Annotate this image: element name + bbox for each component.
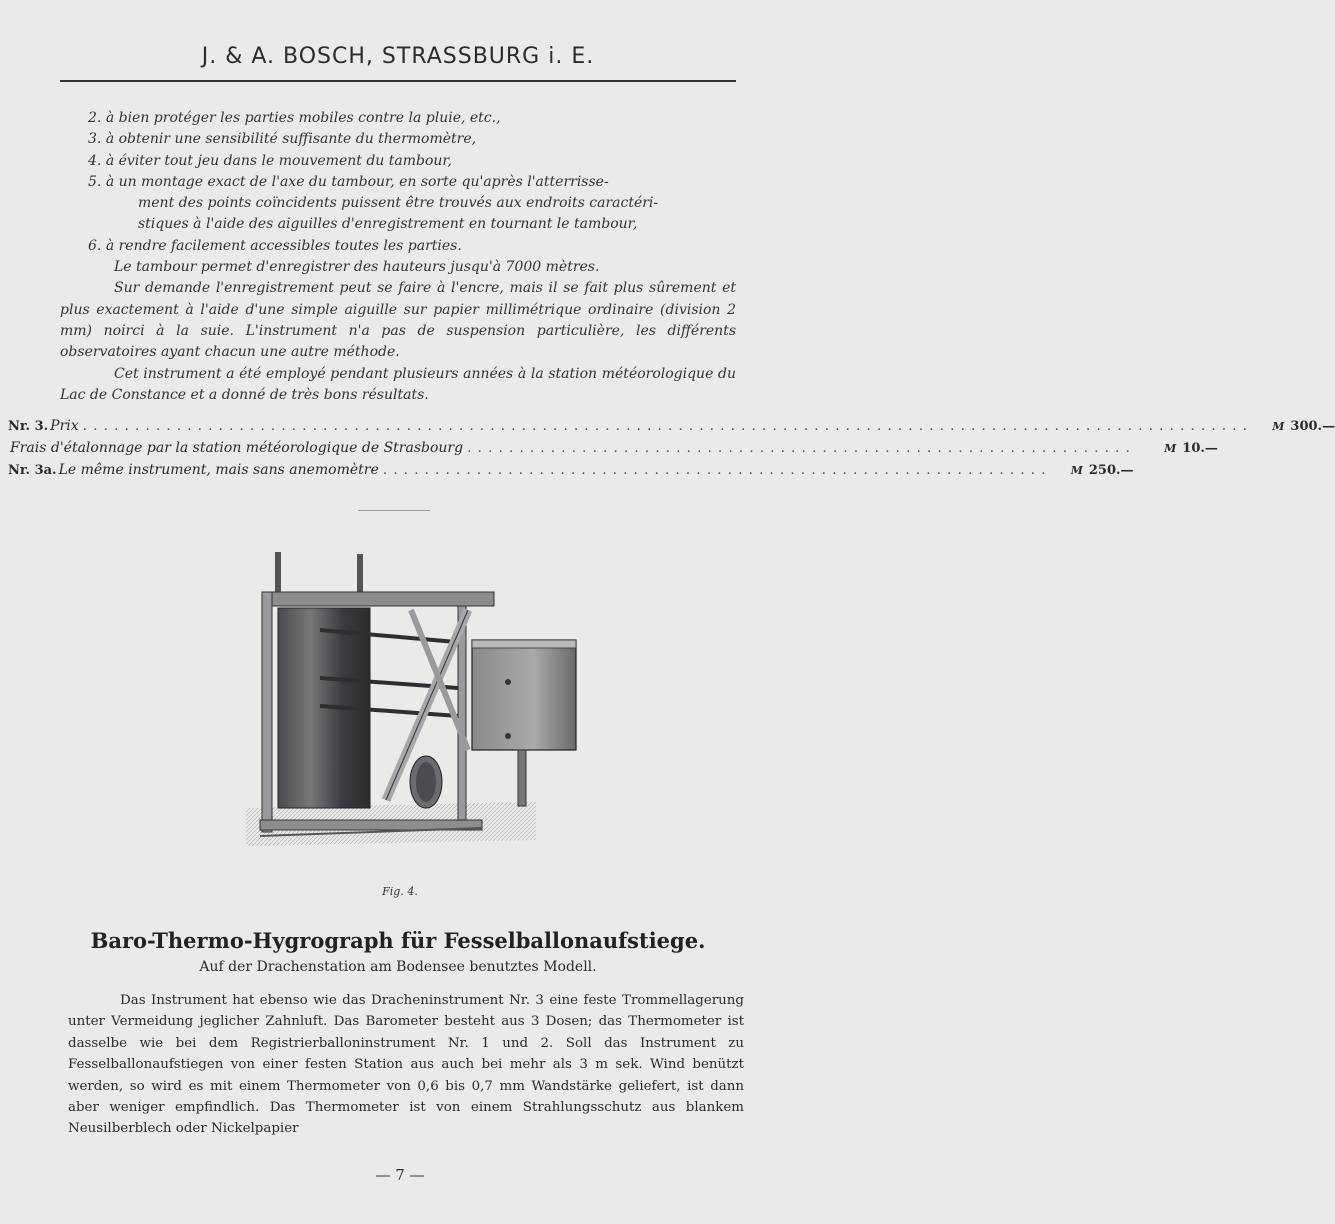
section-title: Baro-Thermo-Hygrograph für Fesselballonaufstiege. xyxy=(90,928,706,953)
price-amount: 10.— xyxy=(1182,441,1218,456)
paragraph: Sur demande l'enregistrement peut se faire à l'encre, mais il se fait plus sûrement et plus exactement à l'aide d'une simple aiguille sur papier millimétrique ordinaire (division 2 mm) noirci à la suie. L'instrument n'a pas de suspension particulière, les différents observatoires ayant chacun une autre méthode. xyxy=(60,280,736,361)
list-item: 5. à un montage exact de l'axe du tambour, en sorte qu'après l'atterrisse- xyxy=(88,173,609,190)
instrument-illustration xyxy=(236,550,546,850)
price-description: Frais d'étalonnage par la station météorologique de Strasbourg xyxy=(10,440,464,456)
price-description: Prix xyxy=(50,418,79,434)
currency-mark: M xyxy=(1164,442,1177,455)
paragraph: Cet instrument a été employé pendant plusieurs années à la station météorologique du Lac de Constance et a donné de très bons résultats. xyxy=(60,365,736,403)
body-paragraph: Das Instrument hat ebenso wie das Dracheninstrument Nr. 3 eine feste Trommellagerung unter Vermeidung jeglicher Zahnluft. Das Barometer besteht aus 3 Dosen; das Thermometer ist dasselbe wie bei dem Registrierballoninstrument Nr. 1 und 2. Soll das Instrument zu Fesselballonaufstiegen von einer festen Station aus auch bei mehr als 3 m sek. Wind benützt werden, so wird es mit einem Thermometer von 0,6 bis 0,7 mm Wandstärke geliefert, ist dann aber weniger empfindlich. Das Thermometer ist von einem Strahlungsschutz aus blankem Neusilberblech oder Nickelpapier xyxy=(68,993,744,1137)
currency-mark: M xyxy=(1272,420,1285,433)
price-amount: 300.— xyxy=(1290,419,1335,434)
barothermohygrograph-drawing xyxy=(236,550,546,850)
section-body xyxy=(68,990,744,1140)
price-amount: 250.— xyxy=(1088,463,1134,478)
paragraph: Le tambour permet d'enregistrer des hauteurs jusqu'à 7000 mètres. xyxy=(114,259,600,276)
list-block xyxy=(60,108,736,406)
page-header: J. & A. BOSCH, STRASSBURG i. E. xyxy=(201,44,595,69)
header-rule xyxy=(60,80,736,82)
list-item: 3. à obtenir une sensibilité suffisante du thermomètre, xyxy=(88,131,477,148)
section-divider xyxy=(358,510,430,511)
currency-mark: M xyxy=(1070,464,1083,477)
list-item: 4. à éviter tout jeu dans le mouvement du tambour, xyxy=(88,152,453,169)
list-item: 6. à rendre facilement accessibles toutes les parties. xyxy=(88,237,462,254)
item-number: Nr. 3a. xyxy=(8,463,57,478)
list-item-continuation: stiques à l'aide des aiguilles d'enregistrement en tournant le tambour, xyxy=(138,216,638,233)
list-item: 2. à bien protéger les parties mobiles contre la pluie, etc., xyxy=(88,110,501,126)
price-description: Le même instrument, mais sans anemomètre xyxy=(58,462,379,478)
price-row: Nr. 3. Prix ................................................................................................................ M 300.— xyxy=(8,418,1335,434)
section-subtitle: Auf der Drachenstation am Bodensee benutztes Modell. xyxy=(199,959,597,975)
page-number: — 7 — xyxy=(375,1166,425,1184)
item-number: Nr. 3. xyxy=(8,419,49,434)
price-row: Nr. 3a. Le même instrument, mais sans anemomètre ................................................................ M 250.— xyxy=(8,462,1134,478)
figure-caption: Fig. 4. xyxy=(382,885,418,898)
list-item-continuation: ment des points coïncidents puissent être trouvés aux endroits caractéri- xyxy=(138,195,659,212)
price-row: Frais d'étalonnage par la station météorologique de Strasbourg ................................................................ M 10.— xyxy=(10,440,1218,456)
